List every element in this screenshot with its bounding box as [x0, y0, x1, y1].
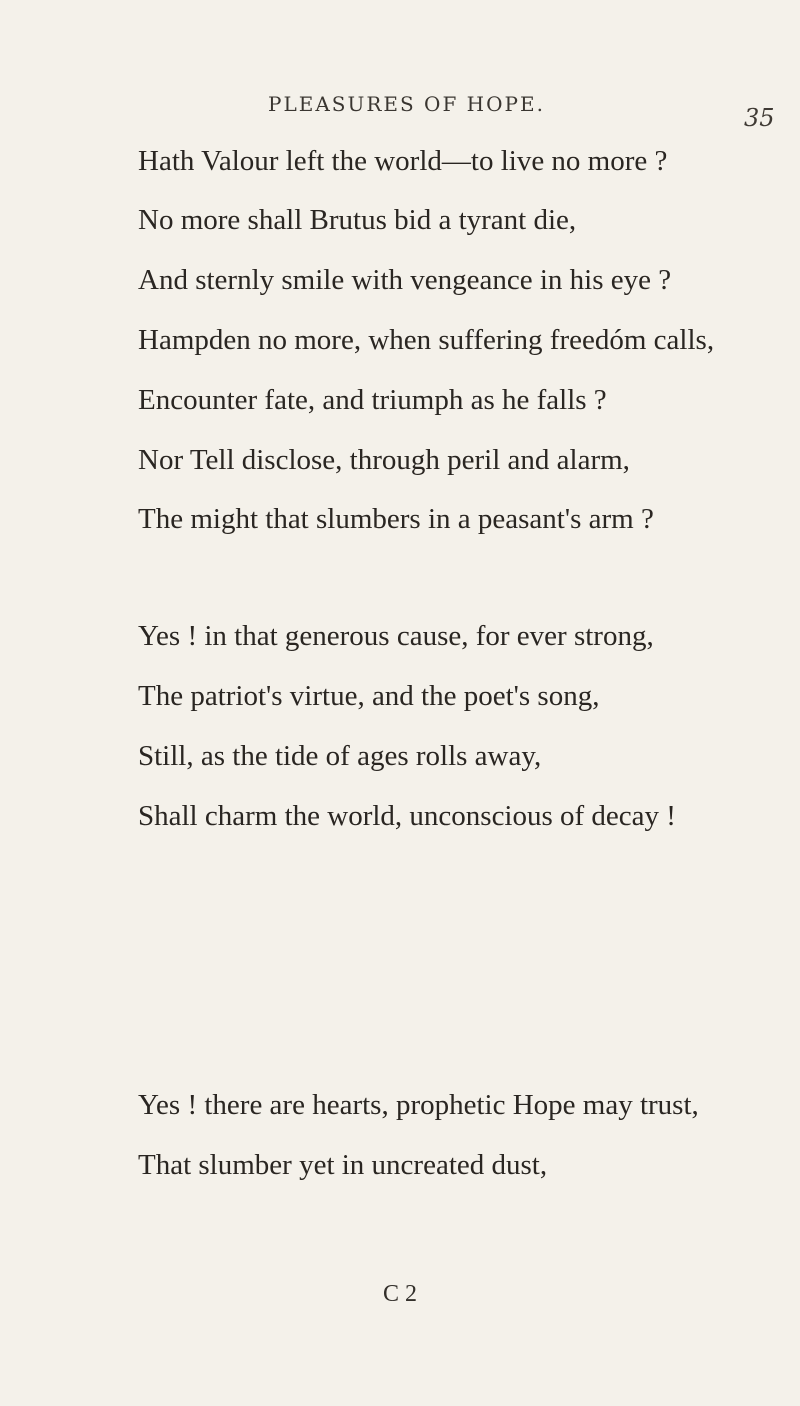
verse-line: Shall charm the world, unconscious of decay !: [138, 800, 676, 832]
verse-line: And sternly smile with vengeance in his eye ?: [138, 264, 672, 296]
signature-mark: C 2: [383, 1281, 418, 1307]
verse-line: The patriot's virtue, and the poet's song,: [138, 680, 600, 712]
verse-line: Yes ! there are hearts, prophetic Hope may trust,: [138, 1089, 699, 1121]
page-number: 35: [744, 104, 775, 132]
verse-line: Encounter fate, and triumph as he falls ?: [138, 384, 607, 416]
verse-line: Nor Tell disclose, through peril and alarm,: [138, 444, 630, 476]
verse-line: Hampden no more, when suffering freedóm calls,: [138, 324, 715, 356]
verse-line: That slumber yet in uncreated dust,: [138, 1149, 548, 1181]
verse-line: Still, as the tide of ages rolls away,: [138, 740, 542, 772]
verse-line: Yes ! in that generous cause, for ever strong,: [138, 620, 654, 652]
verse-line: The might that slumbers in a peasant's arm ?: [138, 503, 654, 535]
verse-line: Hath Valour left the world—to live no more ?: [138, 145, 668, 177]
verse-line: No more shall Brutus bid a tyrant die,: [138, 204, 577, 236]
running-title: PLEASURES OF HOPE.: [268, 92, 545, 116]
